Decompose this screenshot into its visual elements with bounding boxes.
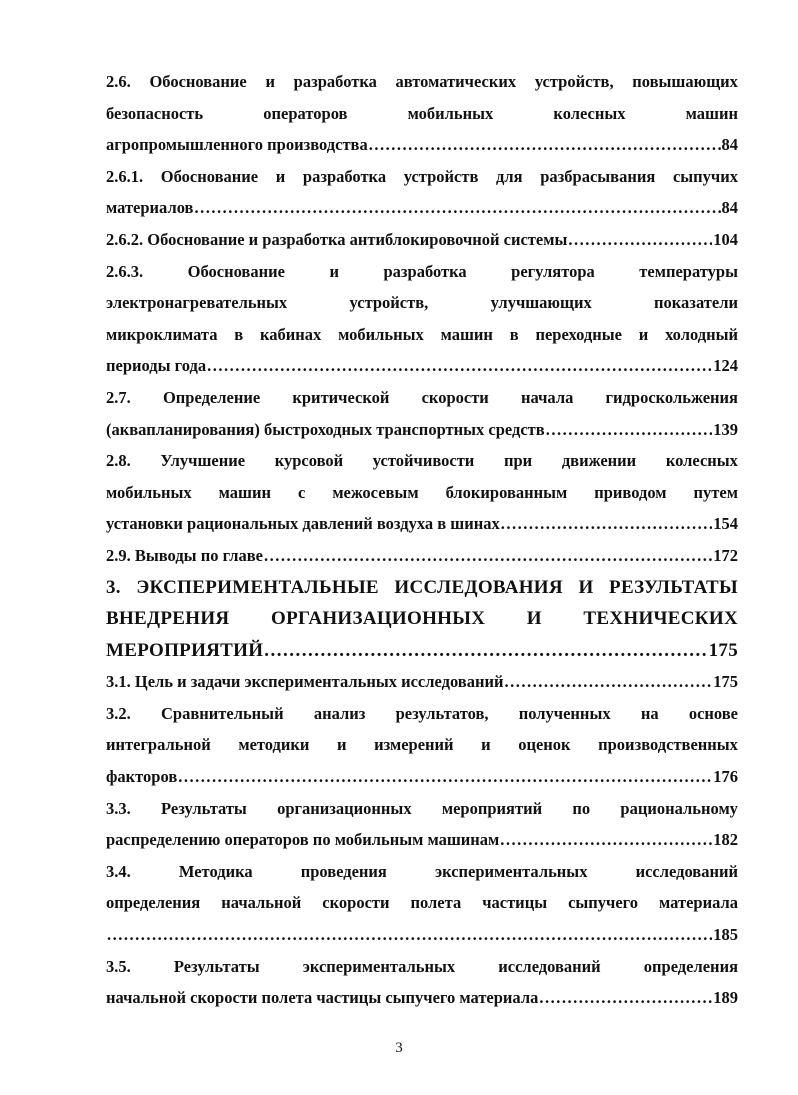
toc-page-number: 154	[713, 514, 738, 534]
toc-word: измерений	[374, 735, 454, 755]
toc-entry	[106, 572, 738, 667]
toc-word: проведения	[300, 861, 387, 881]
toc-word: электронагревательных	[106, 293, 288, 313]
toc-word: основе	[688, 703, 738, 723]
dot-leader	[178, 761, 712, 793]
toc-word: в	[509, 324, 519, 344]
toc-page-number: 189	[713, 988, 738, 1008]
toc-entry	[106, 856, 738, 951]
toc-word: и	[481, 735, 491, 755]
toc-word: частицы	[482, 893, 548, 913]
toc-word: 3.3.	[106, 798, 131, 818]
toc-word: определения	[106, 893, 201, 913]
toc-page-number: 84	[721, 135, 738, 155]
toc-word: Обоснование	[149, 72, 247, 91]
toc-word: 3.	[106, 576, 121, 598]
dot-leader	[194, 192, 720, 224]
dot-leader	[568, 224, 712, 256]
toc-word: улучшающих	[490, 293, 592, 313]
toc-entry-line	[106, 161, 738, 193]
toc-word: с	[297, 482, 306, 502]
toc-word: повышающих	[632, 72, 738, 91]
dot-leader	[546, 414, 713, 446]
toc-word: Улучшение	[160, 451, 246, 471]
toc-entry-line	[106, 256, 738, 288]
toc-entry-title: факторов	[106, 767, 178, 787]
toc-entry-line	[106, 477, 738, 509]
toc-entry-last-line	[106, 761, 738, 793]
toc-word: гидроскольжения	[605, 387, 738, 407]
toc-word: исследований	[498, 956, 601, 976]
toc-entry-line	[106, 887, 738, 919]
toc-word: в	[234, 324, 244, 344]
toc-word: устройств,	[349, 293, 429, 313]
toc-word: интегральной	[106, 735, 211, 755]
dot-leader	[264, 635, 707, 667]
toc-entry-title: 2.6.2. Обоснование и разработка антиблокировочной системы	[106, 229, 568, 249]
toc-word: и	[638, 324, 649, 344]
toc-word: регулятора	[511, 261, 595, 281]
toc-word: И	[526, 608, 542, 630]
toc-entry-last-line	[106, 666, 738, 698]
page-number: 3	[395, 1040, 403, 1056]
toc-entry-last-line	[106, 129, 738, 161]
toc-entry	[106, 698, 738, 793]
toc-word: 2.6.	[106, 72, 131, 91]
toc-entry-last-line	[106, 982, 738, 1014]
toc-word: колесных	[665, 451, 738, 471]
toc-entry-title: 2.9. Выводы по главе	[106, 545, 263, 565]
toc-word: переходные	[535, 324, 622, 344]
toc-word: организационных	[277, 798, 412, 818]
toc-word: микроклимата	[106, 324, 218, 344]
toc-page-number: 172	[713, 545, 738, 565]
toc-entry-line	[106, 729, 738, 761]
toc-entry	[106, 951, 738, 1014]
toc-word: критической	[292, 387, 390, 407]
toc-page-number: 104	[713, 229, 738, 249]
toc-word: и	[275, 166, 286, 186]
toc-word: РЕЗУЛЬТАТЫ	[609, 576, 738, 598]
toc-word: операторов	[263, 103, 348, 123]
toc-entry	[106, 161, 738, 224]
toc-page-number: 124	[713, 356, 738, 376]
toc-entry-line	[106, 572, 738, 604]
toc-word: исследований	[635, 861, 738, 881]
toc-word: 2.6.1.	[106, 166, 144, 186]
dot-leader	[500, 824, 712, 856]
toc-word: 3.4.	[106, 861, 131, 881]
toc-word: машин	[440, 324, 493, 344]
toc-word: холодный	[665, 324, 738, 344]
toc-entry-line	[106, 382, 738, 414]
toc-entry-last-line	[106, 540, 738, 572]
toc-word: блокированным	[445, 482, 568, 502]
toc-word: устройств,	[534, 72, 614, 91]
toc-page-number: 176	[713, 767, 738, 787]
toc-word: ИССЛЕДОВАНИЯ	[394, 576, 563, 598]
toc-entry-last-line	[106, 635, 738, 667]
toc-page-number: 175	[708, 639, 738, 661]
toc-entry-last-line	[106, 919, 738, 951]
table-of-contents	[106, 66, 738, 1014]
toc-word: 2.7.	[106, 387, 131, 407]
toc-word: полученных	[518, 703, 611, 723]
toc-entry-line	[106, 445, 738, 477]
toc-word: показатели	[654, 293, 738, 313]
toc-word: Определение	[162, 387, 261, 407]
toc-word: ЭКСПЕРИМЕНТАЛЬНЫЕ	[136, 576, 379, 598]
toc-word: экспериментальных	[434, 861, 588, 881]
toc-word: разработка	[383, 261, 467, 281]
toc-word: машин	[218, 482, 271, 502]
toc-word: и	[329, 261, 339, 281]
toc-word: межосевым	[332, 482, 419, 502]
dot-leader	[505, 666, 713, 698]
toc-word: 3.2.	[106, 703, 131, 723]
toc-word: Результаты	[161, 798, 247, 818]
toc-word: ВНЕДРЕНИЯ	[106, 608, 230, 630]
toc-entry-title: установки рациональных давлений воздуха в шинах	[106, 514, 500, 534]
toc-word: автоматических	[395, 72, 517, 91]
toc-word: оценок	[518, 735, 571, 755]
toc-entry-last-line	[106, 824, 738, 856]
toc-word: И	[578, 576, 594, 598]
toc-entry-title: (аквапланирования) быстроходных транспортных средств	[106, 419, 545, 439]
toc-entry-title: 3.1. Цель и задачи экспериментальных исследований	[106, 672, 504, 692]
toc-page-number: 84	[721, 198, 738, 218]
dot-leader	[264, 540, 712, 572]
toc-word: анализ	[313, 703, 366, 723]
toc-word: для	[496, 166, 523, 186]
toc-word: приводом	[594, 482, 667, 502]
toc-entry-last-line	[106, 224, 738, 256]
toc-entry	[106, 66, 738, 161]
toc-word: скорости	[421, 387, 489, 407]
toc-word: методики	[238, 735, 310, 755]
toc-word: Результаты	[173, 956, 260, 976]
toc-entry-line	[106, 951, 738, 983]
toc-word: движении	[561, 451, 637, 471]
toc-word: начала	[521, 387, 574, 407]
toc-word: машин	[685, 103, 738, 123]
toc-entry	[106, 256, 738, 382]
toc-word: устройств	[403, 166, 479, 186]
toc-entry	[106, 793, 738, 856]
toc-word: разработка	[293, 72, 377, 91]
dot-leader	[107, 919, 712, 951]
toc-word: и	[265, 72, 275, 91]
toc-word: Методика	[178, 861, 253, 881]
toc-page-number: 185	[713, 925, 738, 945]
toc-word: определения	[643, 956, 738, 976]
toc-entry-last-line	[106, 414, 738, 446]
toc-word: на	[640, 703, 659, 723]
toc-entry-line	[106, 98, 738, 130]
toc-word: курсовой	[274, 451, 344, 471]
toc-word: Сравнительный	[161, 703, 284, 723]
toc-word: разработка	[302, 166, 387, 186]
toc-entry-title: периоды года	[106, 356, 207, 376]
toc-entry-title: распределению операторов по мобильным машинам	[106, 830, 500, 850]
toc-entry	[106, 540, 738, 572]
toc-entry-line	[106, 66, 738, 98]
toc-word: по	[572, 798, 591, 818]
toc-word: производственных	[598, 735, 738, 755]
toc-word: материала	[659, 893, 738, 913]
toc-word: полета	[410, 893, 462, 913]
toc-entry-line	[106, 793, 738, 825]
dot-leader	[369, 129, 721, 161]
toc-word: рациональному	[620, 798, 738, 818]
toc-entry	[106, 224, 738, 256]
toc-word: путем	[693, 482, 738, 502]
toc-entry-title: начальной скорости полета частицы сыпучего материала	[106, 988, 539, 1008]
toc-entry	[106, 666, 738, 698]
toc-word: кабинах	[260, 324, 322, 344]
toc-word: сыпучих	[672, 166, 738, 186]
toc-word: разбрасывания	[540, 166, 656, 186]
toc-word: и	[336, 735, 347, 755]
toc-word: Обоснование	[160, 166, 259, 186]
toc-entry	[106, 382, 738, 445]
toc-word: мероприятий	[441, 798, 543, 818]
dot-leader	[207, 350, 712, 382]
toc-word: устойчивости	[372, 451, 475, 471]
toc-word: колесных	[553, 103, 626, 123]
toc-word: безопасность	[106, 103, 204, 123]
toc-word: мобильных	[407, 103, 494, 123]
toc-word: скорости	[322, 893, 390, 913]
toc-word: ТЕХНИЧЕСКИХ	[583, 608, 738, 630]
toc-entry-title: агропромышленного производства	[106, 135, 368, 155]
toc-entry-line	[106, 698, 738, 730]
toc-entry-title: материалов	[106, 198, 194, 218]
toc-page-number: 139	[713, 419, 738, 439]
toc-word: мобильных	[338, 324, 424, 344]
toc-entry-last-line	[106, 350, 738, 382]
toc-entry-line	[106, 287, 738, 319]
toc-word: сыпучего	[568, 893, 639, 913]
toc-entry-last-line	[106, 508, 738, 540]
toc-entry	[106, 445, 738, 540]
toc-entry-line	[106, 603, 738, 635]
toc-word: 2.8.	[106, 451, 131, 471]
toc-page-number: 175	[713, 672, 738, 692]
dot-leader	[539, 982, 712, 1014]
toc-word: Обоснование	[187, 261, 285, 281]
toc-word: 2.6.3.	[106, 261, 144, 281]
toc-word: ОРГАНИЗАЦИОННЫХ	[271, 608, 486, 630]
toc-word: начальной	[221, 893, 302, 913]
toc-word: температуры	[639, 261, 738, 281]
toc-entry-line	[106, 319, 738, 351]
toc-word: 3.5.	[106, 956, 131, 976]
toc-entry-line	[106, 856, 738, 888]
toc-word: результатов,	[395, 703, 489, 723]
toc-word: экспериментальных	[302, 956, 456, 976]
toc-page-number: 182	[713, 830, 738, 850]
toc-word: при	[503, 451, 533, 471]
toc-word: мобильных	[106, 482, 192, 502]
dot-leader	[501, 508, 713, 540]
toc-entry-title: МЕРОПРИЯТИЙ	[106, 639, 264, 661]
toc-entry-last-line	[106, 192, 738, 224]
